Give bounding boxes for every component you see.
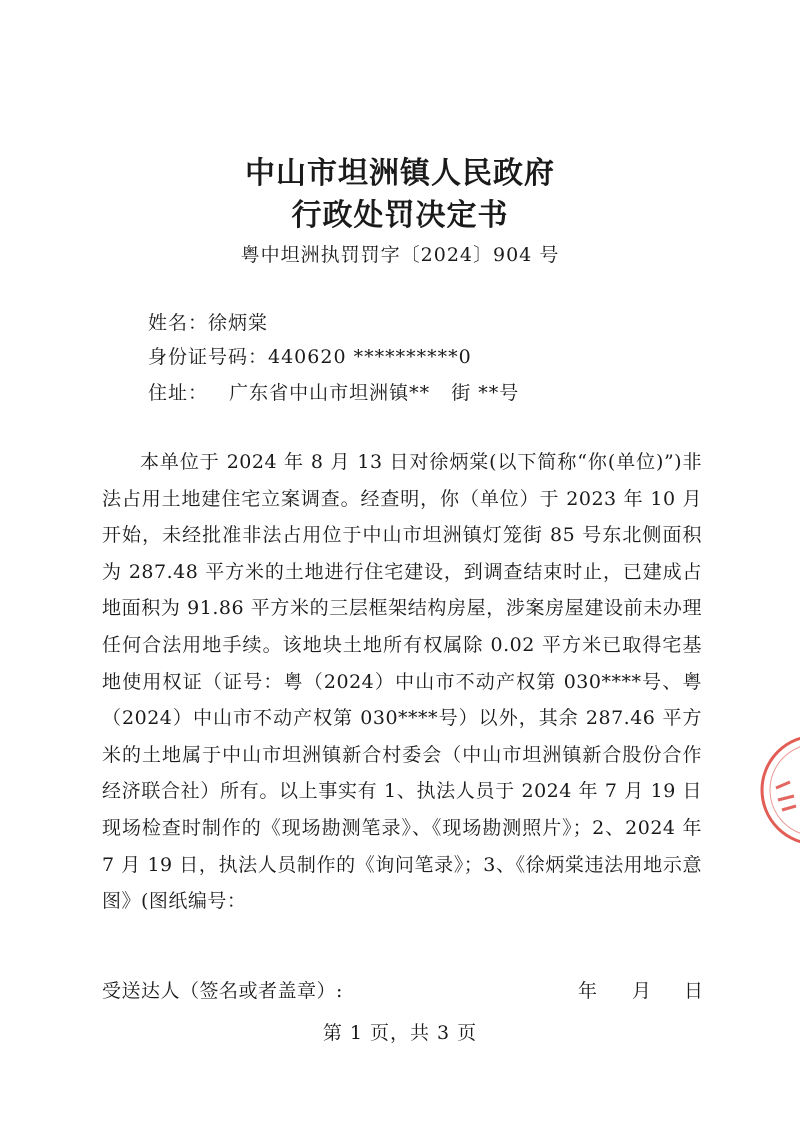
page-number: 第 1 页，共 3 页 <box>322 1022 478 1044</box>
date-month-label: 月 <box>632 980 652 1002</box>
body-paragraph: 本单位于 2024 年 8 月 13 日对徐炳棠(以下简称“你(单位)”)非法占用土地建住宅立案调查。经查明，你（单位）于 2023 年 10 月开始，未经批准非法占用位于中山市坦洲镇灯笼街 85 号东北侧面积为 287.48 平方米的土地进行住宅建设，到调查结束时止，已建成占地面积为 91.86 平方米的三层框架结构房屋，涉案房屋建设前未办理任何合法用地手续。该地块土地所有权属除 0.02 平方米已取得宅基地使用权证（证号：粤（2024）中山市不动产权第 030****号、粤（2024）中山市不动产权第 030****号）以外，其余 287.46 平方米的土地属于中山市坦洲镇新合村委会（中山市坦洲镇新合股份合作经济联合社）所有。以上事实有 1、执法人员于 2024 年 7 月 19 日现场检查时制作的《现场勘测笔录》、《现场勘测照片》；2、2024 年 7 月 19 日，执法人员制作的《询问笔录》；3、《徐炳棠违法用地示意图》(图纸编号： <box>102 451 702 913</box>
receiver-signature-label: 受送达人（签名或者盖章）: <box>102 980 343 1002</box>
official-seal-stamp <box>756 730 800 850</box>
date-day-label: 日 <box>684 980 704 1002</box>
party-name: 姓名：徐炳棠 <box>148 312 269 334</box>
party-id-number: 身份证号码：440620 **********0 <box>148 346 472 368</box>
document-title-authority: 中山市坦洲镇人民政府 <box>245 156 555 191</box>
document-title-type: 行政处罚决定书 <box>291 198 509 233</box>
party-address: 住址： 广东省中山市坦洲镇** 街 **号 <box>148 382 520 404</box>
date-year-label: 年 <box>578 980 598 1002</box>
document-number: 粤中坦洲执罚罚字〔2024〕904 号 <box>240 244 560 266</box>
